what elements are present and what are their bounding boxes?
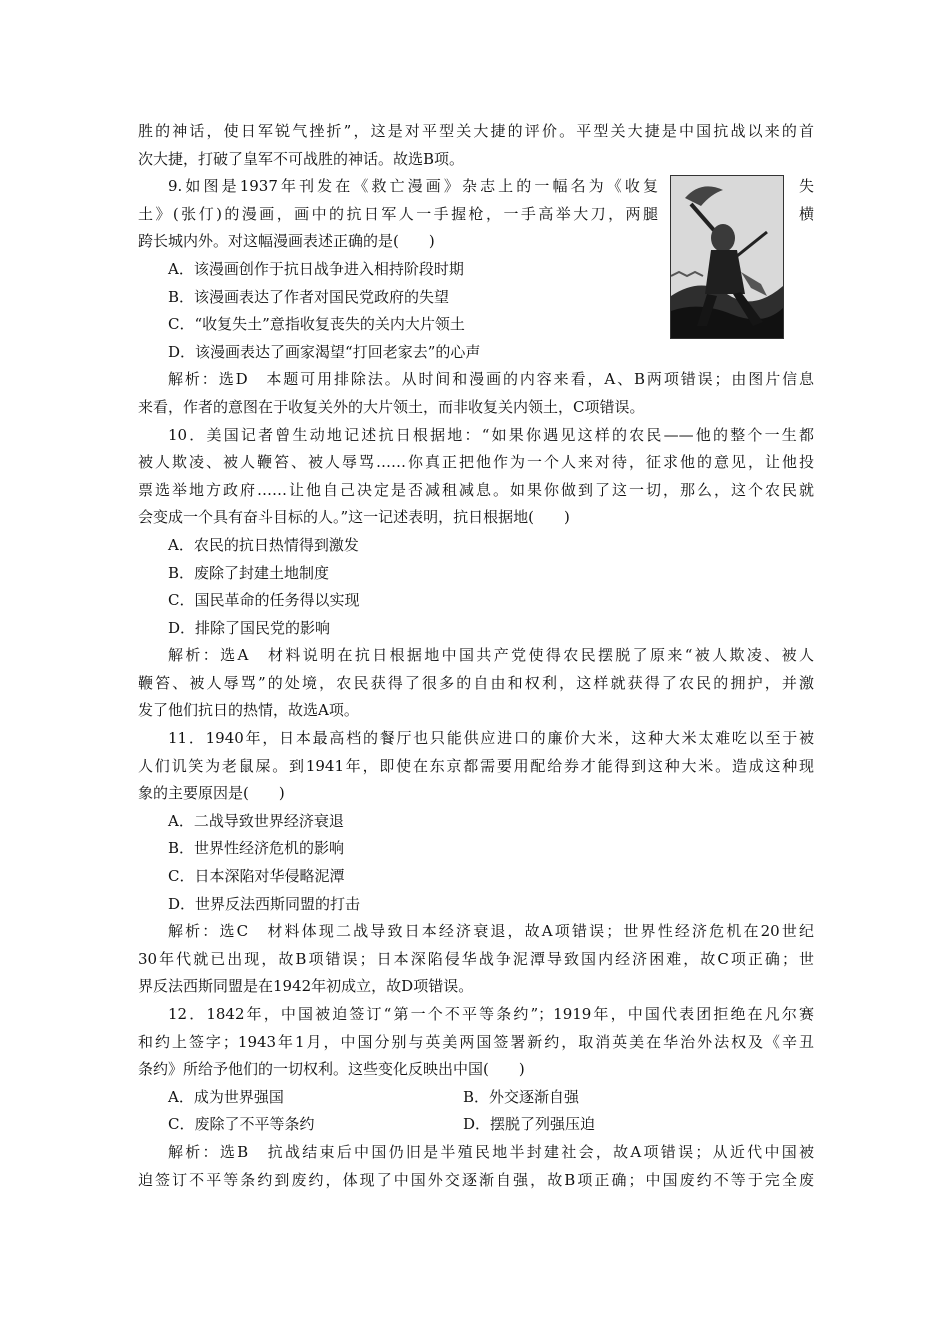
document-page xyxy=(138,118,814,1194)
question-11-option-d: D．世界反法西斯同盟的打击 xyxy=(168,894,361,913)
question-10-option-c: C．国民革命的任务得以实现 xyxy=(168,591,360,610)
question-10-analysis-line: 发了他们抗日的热情，故选A项。 xyxy=(138,701,359,720)
question-12-option-d: D．摆脱了列强压迫 xyxy=(463,1115,596,1134)
question-11-stem-line: 11．1940年，日本最高档的餐厅也只能供应进口的廉价大米，这种大米太难吃以至于被 xyxy=(168,729,814,748)
question-12-option-b: B．外交逐渐自强 xyxy=(463,1087,580,1106)
paragraph-line: 次大捷，打破了皇军不可战胜的神话。故选B项。 xyxy=(138,149,465,168)
question-9 xyxy=(138,173,814,366)
question-11-stem-line: 人们讥笑为老鼠屎。到1941年，即使在东京都需要用配给券才能得到这种大米。造成这种现 xyxy=(138,756,814,775)
question-11-option-c: C．日本深陷对华侵略泥潭 xyxy=(168,867,345,886)
paragraph-line: 胜的神话，使日军锐气挫折”，这是对平型关大捷的评价。平型关大捷是中国抗战以来的首 xyxy=(138,122,814,140)
question-11-stem-line: 象的主要原因是( ) xyxy=(138,784,285,803)
question-9-option-c: C．“收复失土”意指收复丧失的关内大片领土 xyxy=(168,315,465,334)
question-10-stem-line: 票选举地方政府……让他自己决定是否减租减息。如果你做到了这一切，那么，这个农民就 xyxy=(138,480,814,499)
question-9-stem-tail: 失 xyxy=(798,177,814,196)
question-10-analysis-line: 鞭笞、被人辱骂”的处境，农民获得了很多的自由和权利，这样就获得了农民的拥护，并激 xyxy=(138,673,814,692)
question-12-analysis-line: 解析：选B 抗战结束后中国仍旧是半殖民地半封建社会，故A项错误；从近代中国被 xyxy=(168,1142,814,1161)
question-9-option-b: B．该漫画表达了作者对国民党政府的失望 xyxy=(168,287,450,306)
question-12-stem-line: 12．1842年，中国被迫签订“第一个不平等条约”；1919年，中国代表团拒绝在凡尔赛 xyxy=(168,1005,814,1023)
question-12-stem-line: 条约》所给予他们的一切权利。这些变化反映出中国( ) xyxy=(138,1060,525,1079)
question-11-option-a: A．二战导致世界经济衰退 xyxy=(168,811,344,830)
question-9-analysis-line: 解析：选D 本题可用排除法。从时间和漫画的内容来看，A、B两项错误；由图片信息 xyxy=(168,370,814,389)
question-9-stem-line: 土》(张仃)的漫画，画中的抗日军人一手握枪，一手高举大刀，两腿 xyxy=(138,204,658,223)
question-9-stem-line: 9.如图是1937年刊发在《救亡漫画》杂志上的一幅名为《收复 xyxy=(168,177,658,196)
question-12-option-a: A．成为世界强国 xyxy=(168,1087,284,1106)
question-10-stem-line: 被人欺凌、被人鞭笞、被人辱骂……你真正把他作为一个人来对待，征求他的意见，让他投 xyxy=(138,453,814,472)
question-9-analysis-line: 来看，作者的意图在于收复关外的大片领土，而非收复关内领土，C项错误。 xyxy=(138,397,645,416)
question-11-analysis-line: 30年代就已出现，故B项错误；日本深陷侵华战争泥潭导致国内经济困难，故C项正确；世 xyxy=(138,949,814,968)
question-10-option-b: B．废除了封建土地制度 xyxy=(168,563,330,582)
question-9-stem-line: 跨长城内外。对这幅漫画表述正确的是( ) xyxy=(138,232,435,251)
question-10-option-a: A．农民的抗日热情得到激发 xyxy=(168,535,359,554)
question-12-options-row xyxy=(138,1111,814,1139)
question-9-option-a: A．该漫画创作于抗日战争进入相持阶段时期 xyxy=(168,259,464,278)
question-10-stem-line: 10．美国记者曾生动地记述抗日根据地：“如果你遇见这样的农民——他的整个一生都 xyxy=(168,425,814,444)
cartoon-image xyxy=(670,175,784,339)
question-11-analysis-line: 界反法西斯同盟是在1942年初成立，故D项错误。 xyxy=(138,977,474,996)
cartoon-illustration xyxy=(671,176,783,338)
question-9-stem-tail: 横 xyxy=(798,204,814,223)
question-10-stem-line: 会变成一个具有奋斗目标的人。”这一记述表明，抗日根据地( ) xyxy=(138,508,570,527)
cartoon-figure-column xyxy=(658,173,814,366)
question-12-analysis-line: 迫签订不平等条约到废约，体现了中国外交逐渐自强，故B项正确；中国废约不等于完全废 xyxy=(138,1170,814,1189)
question-12-options-row xyxy=(138,1084,814,1112)
question-10-analysis-line: 解析：选A 材料说明在抗日根据地中国共产党使得农民摆脱了原来“被人欺凌、被人 xyxy=(168,646,814,665)
question-11-option-b: B．世界性经济危机的影响 xyxy=(168,839,345,858)
question-12-option-c: C．废除了不平等条约 xyxy=(168,1115,315,1134)
question-12-stem-line: 和约上签字；1943年1月，中国分别与英美两国签署新约，取消英美在华治外法权及《辛丑 xyxy=(138,1032,814,1051)
question-10-option-d: D．排除了国民党的影响 xyxy=(168,618,331,637)
question-9-option-d: D．该漫画表达了画家渴望“打回老家去”的心声 xyxy=(168,342,481,361)
question-11-analysis-line: 解析：选C 材料体现二战导致日本经济衰退，故A项错误；世界性经济危机在20世纪 xyxy=(168,922,814,941)
